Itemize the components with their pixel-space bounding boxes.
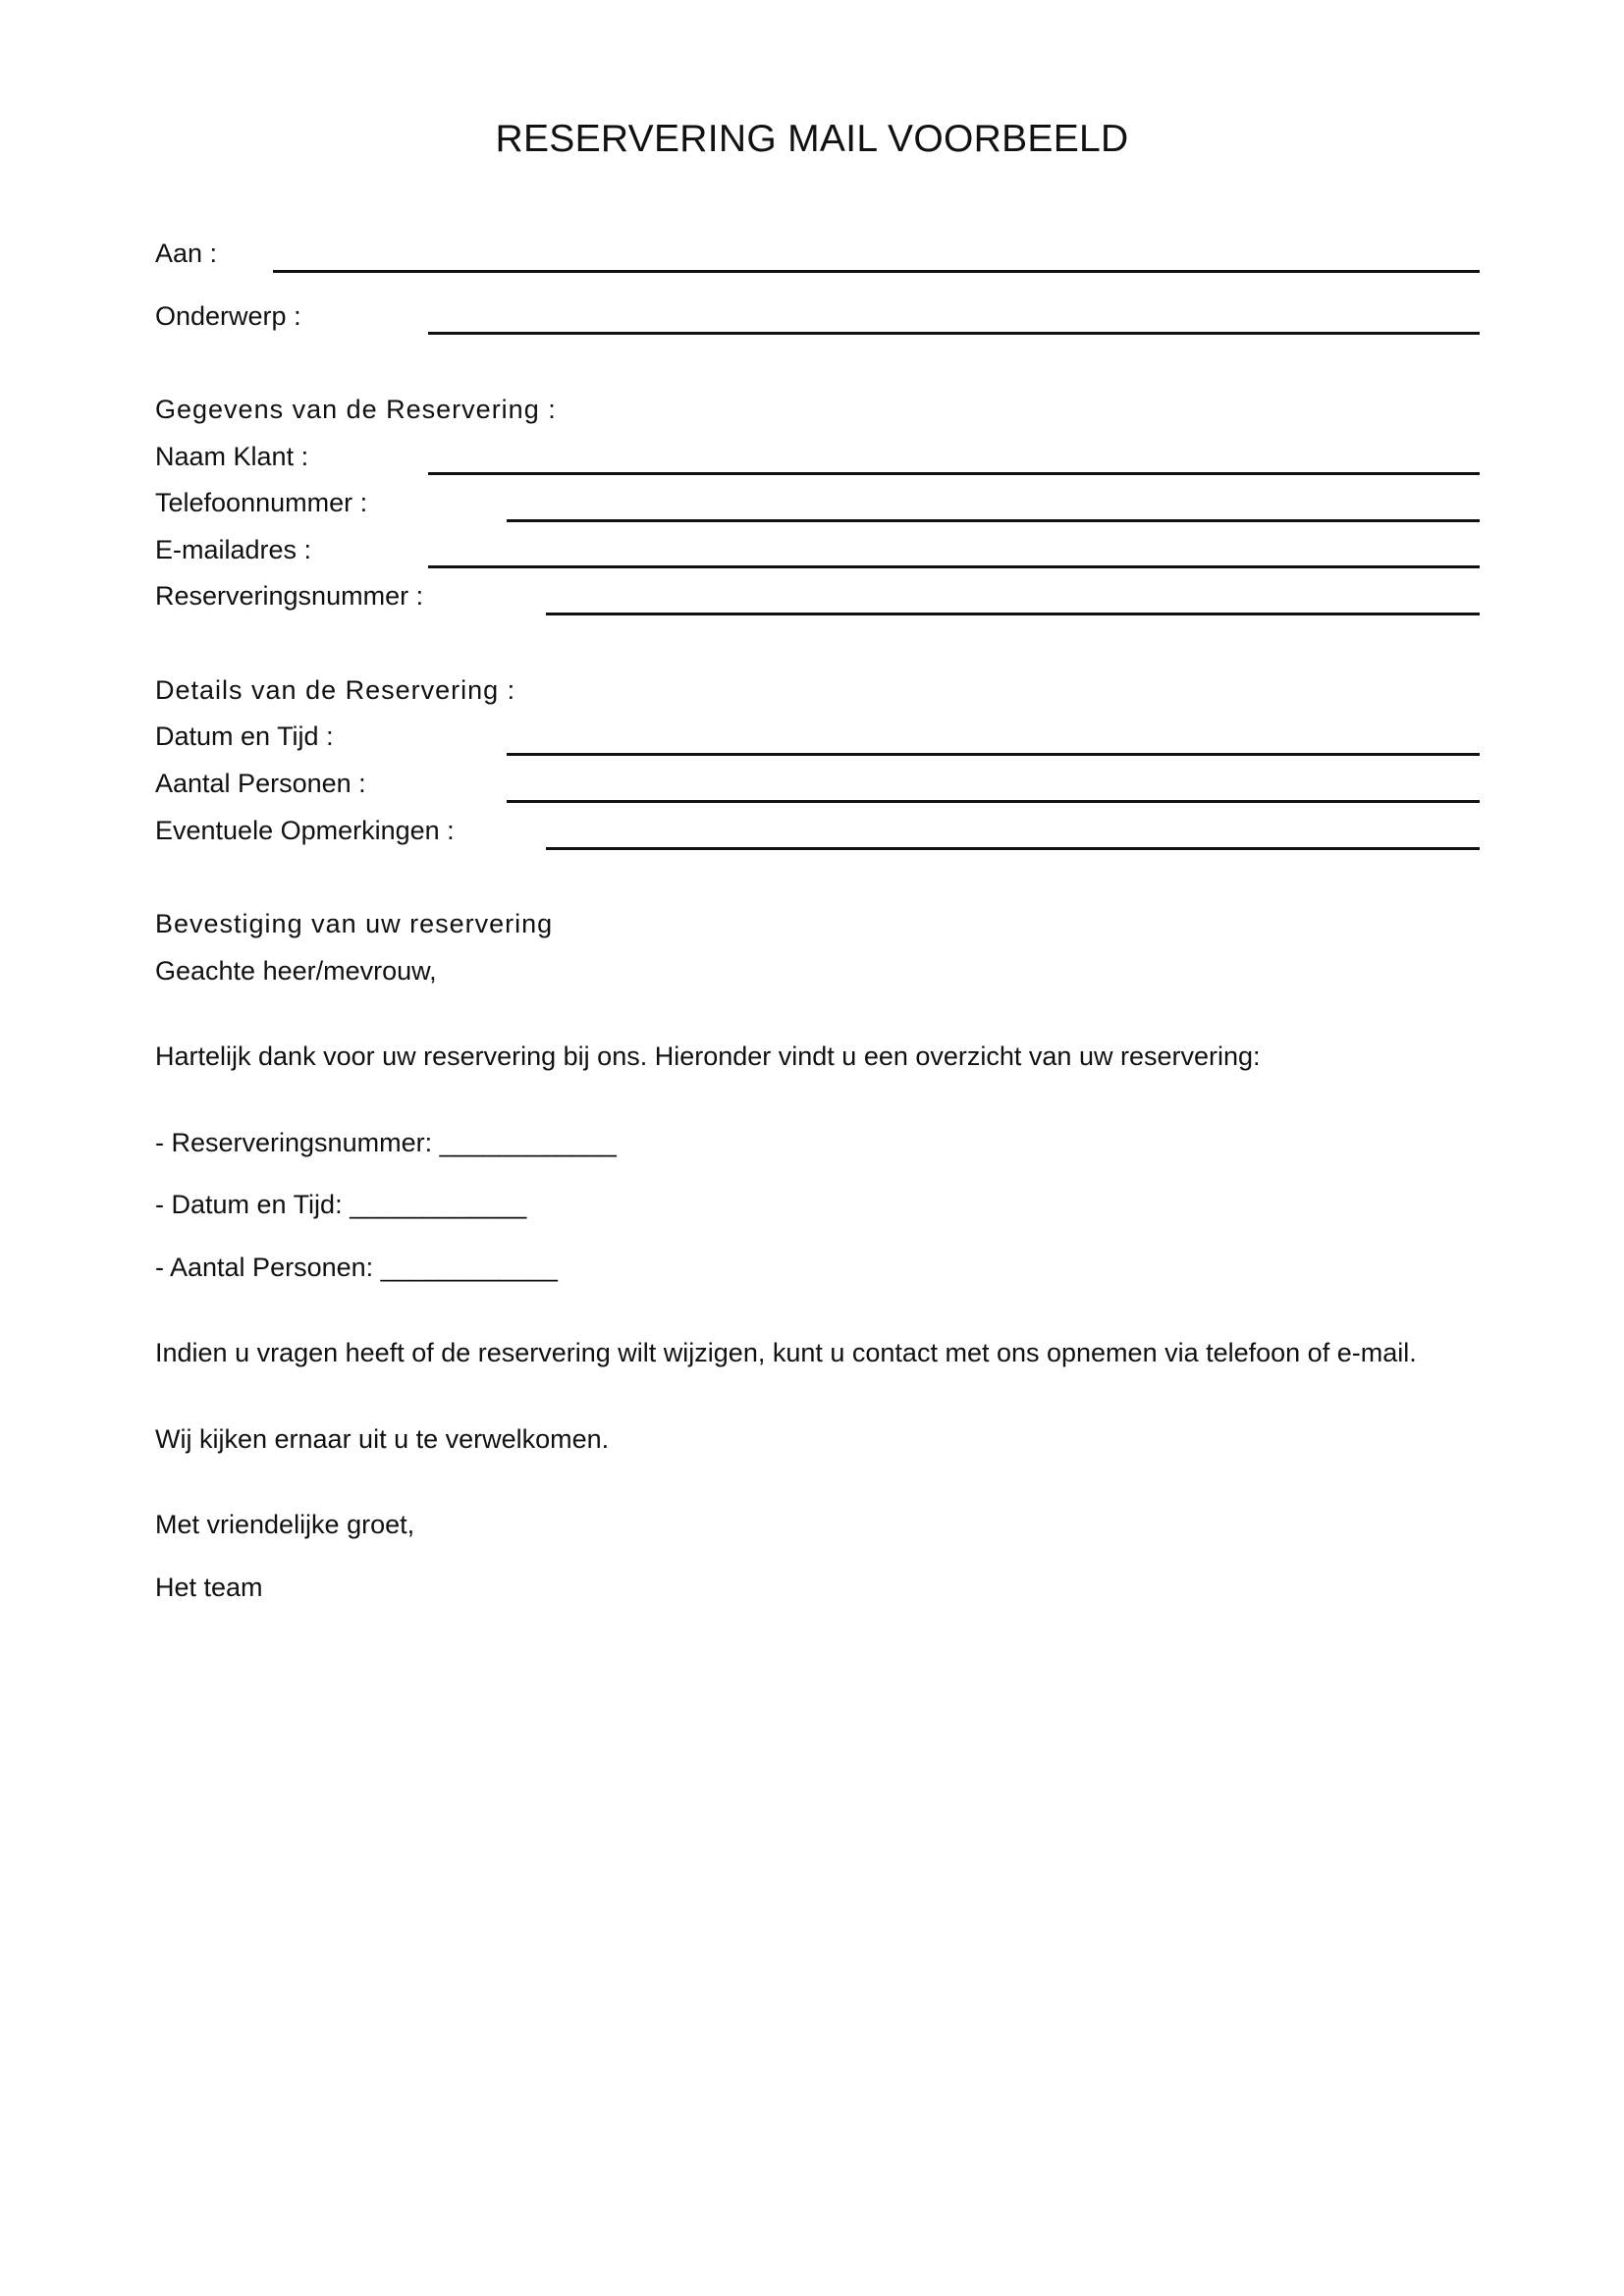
list-item: - Datum en Tijd: ____________ (155, 1190, 527, 1219)
phone-line[interactable] (507, 519, 1480, 522)
customer-section-heading: Gegevens van de Reservering : (155, 395, 557, 424)
closing-wish: Wij kijken ernaar uit u te verwelkomen. (155, 1424, 610, 1454)
list-item: - Aantal Personen: ____________ (155, 1253, 558, 1282)
to-field-line[interactable] (273, 270, 1480, 273)
subject-field-line[interactable] (428, 332, 1480, 335)
customer-name-line[interactable] (428, 472, 1480, 475)
persons-line[interactable] (507, 800, 1480, 803)
reservation-number-line[interactable] (546, 613, 1480, 615)
contact-paragraph: Indien u vragen heeft of de reservering wilt wijzigen, kunt u contact met ons opnemen via telefoon of e-mail. (155, 1338, 1417, 1367)
salutation: Geachte heer/mevrouw, (155, 956, 437, 986)
remarks-label: Eventuele Opmerkingen : (155, 816, 455, 845)
details-section-heading: Details van de Reservering : (155, 675, 516, 705)
customer-name-label: Naam Klant : (155, 442, 309, 471)
regards: Met vriendelijke groet, (155, 1510, 415, 1539)
remarks-line[interactable] (546, 847, 1480, 850)
subject-label: Onderwerp : (155, 301, 301, 331)
phone-label: Telefoonnummer : (155, 488, 368, 517)
signature: Het team (155, 1573, 263, 1602)
letter-heading: Bevestiging van uw reservering (155, 909, 554, 938)
intro-paragraph: Hartelijk dank voor uw reservering bij ons. Hieronder vindt u een overzicht van uw reservering: (155, 1041, 1261, 1071)
reservation-number-label: Reserveringsnummer : (155, 581, 424, 611)
document-title: RESERVERING MAIL VOORBEELD (495, 118, 1129, 160)
persons-label: Aantal Personen : (155, 769, 366, 798)
email-line[interactable] (428, 565, 1480, 568)
to-label: Aan : (155, 239, 218, 268)
list-item: - Reserveringsnummer: ____________ (155, 1128, 617, 1157)
email-label: E-mailadres : (155, 535, 312, 564)
datetime-label: Datum en Tijd : (155, 721, 334, 751)
datetime-line[interactable] (507, 753, 1480, 756)
